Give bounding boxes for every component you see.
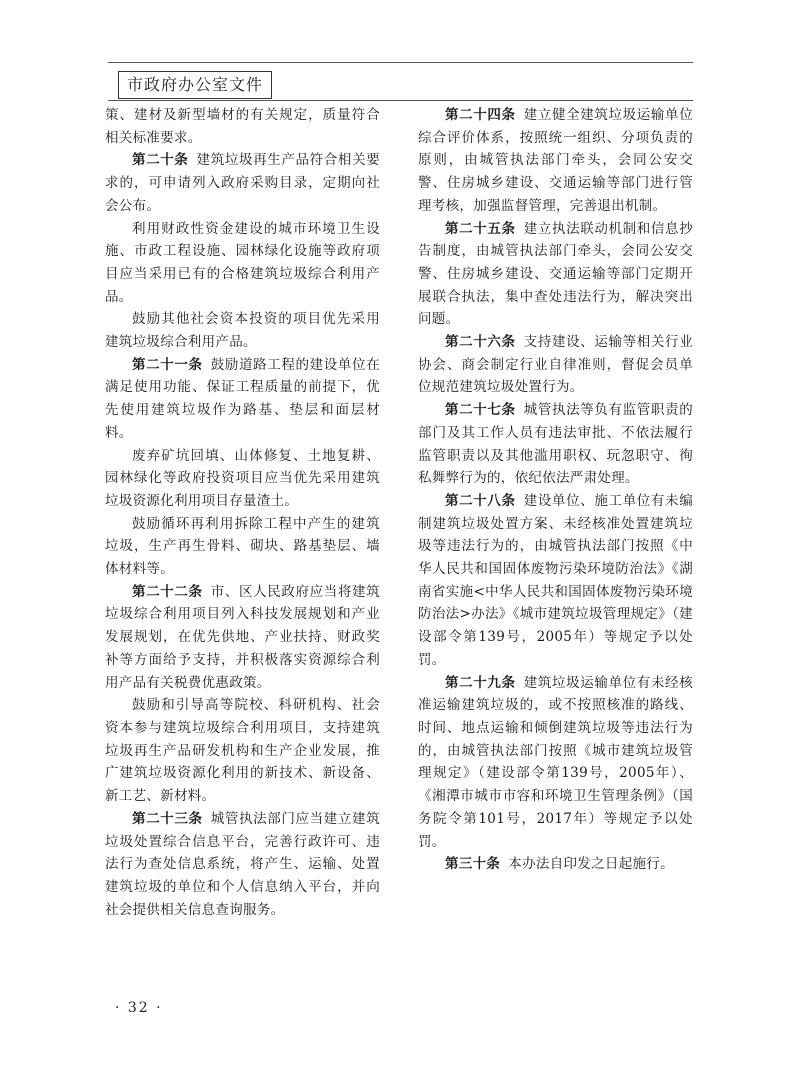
article-number: 第二十八条	[445, 492, 516, 509]
article-text: 建设单位、施工单位有未编制建筑垃圾处置方案、未经核准处置建筑垃圾等违法行为的，由城管执法部门按照《中华人民共和国固体废物污染环境防治法》《湖南省实施<中华人民共和国固体废物污染环境防治法>办法》《城市建筑垃圾管理规定》（建设部令第139号，2005年）等规定予以处罚。	[418, 492, 693, 668]
paragraph	[418, 672, 693, 854]
page-number: · 32 ·	[115, 1000, 163, 1016]
article-text: 建筑垃圾运输单位有未经核准运输建筑垃圾的，或不按照核准的路线、时间、地点运输和倾倒建筑垃圾等违法行为的，由城管执法部门按照《城市建筑垃圾管理规定》（建设部令第139号，2005年）、《湘潭市城市市容和环境卫生管理条例》（国务院令第101号，2017年）等规定予以处罚。	[418, 674, 693, 850]
paragraph	[418, 218, 693, 332]
article-number: 第二十二条	[132, 583, 203, 600]
paragraph	[418, 331, 693, 399]
article-text: 城管执法部门应当建立建筑垃圾处置综合信息平台，完善行政许可、违法行为查处信息系统，将产生、运输、处置建筑垃圾的单位和个人信息纳入平台，并向社会提供相关信息查询服务。	[105, 810, 380, 918]
article-text: 市、区人民政府应当将建筑垃圾综合利用项目列入科技发展规划和产业发展规划，在优先供地、产业扶持、财政奖补等方面给予支持，并积极落实资源综合利用产品有关税费优惠政策。	[105, 583, 380, 691]
article-text: 建筑垃圾再生产品符合相关要求的，可申请列入政府采购目录，定期向社会公布。	[105, 152, 380, 214]
article-number: 第二十九条	[445, 674, 516, 691]
header-top-rule	[108, 62, 693, 63]
article-text: 支持建设、运输等相关行业协会、商会制定行业自律准则，督促会员单位规范建筑垃圾处置行为。	[418, 334, 693, 396]
running-header	[108, 62, 693, 102]
article-text: 利用财政性资金建设的城市环境卫生设施、市政工程设施、园林绿化设施等政府项目应当采用已有的合格建筑垃圾综合利用产品。	[105, 220, 380, 305]
paragraph	[418, 853, 693, 876]
article-text: 废弃矿坑回填、山体修复、土地复耕、园林绿化等政府投资项目应当优先采用建筑垃圾资源化利用项目存量渣土。	[105, 447, 380, 509]
article-text: 城管执法等负有监管职责的部门及其工作人员有违法审批、不依法履行监管职责以及其他滥用职权、玩忽职守、徇私舞弊行为的，依纪依法严肃处理。	[418, 402, 693, 487]
article-text: 本办法自印发之日起施行。	[508, 856, 674, 873]
article-number: 第二十条	[132, 152, 189, 169]
article-number: 第二十五条	[445, 220, 516, 237]
article-number: 第二十四条	[445, 107, 516, 123]
paragraph	[418, 399, 693, 490]
paragraph	[105, 513, 380, 581]
article-text: 建立健全建筑垃圾运输单位综合评价体系，按照统一组织、分项负责的原则，由城管执法部门牵头，会同公安交警、住房城乡建设、交通运输等部门进行管理考核，加强监督管理，完善退出机制。	[418, 107, 693, 214]
article-text: 鼓励循环再利用拆除工程中产生的建筑垃圾，生产再生骨料、砌块、路基垫层、墙体材料等。	[105, 515, 380, 578]
paragraph	[105, 218, 380, 309]
header-bottom-rule	[108, 100, 693, 101]
paragraph	[105, 694, 380, 808]
article-text: 鼓励和引导高等院校、科研机构、社会资本参与建筑垃圾综合利用项目，支持建筑垃圾再生产品研发机构和生产企业发展，推广建筑垃圾资源化利用的新技术、新设备、新工艺、新材料。	[105, 697, 380, 805]
article-number: 第二十七条	[445, 402, 516, 419]
paragraph	[418, 104, 693, 218]
header-title: 市政府办公室文件	[118, 71, 272, 99]
article-text: 建立执法联动机制和信息抄告制度，由城管执法部门牵头，会同公安交警、住房城乡建设、交通运输等部门定期开展联合执法，集中查处违法行为，解决突出问题。	[418, 220, 693, 328]
paragraph	[105, 354, 380, 445]
paragraph	[105, 149, 380, 217]
right-column	[418, 104, 693, 876]
article-number: 第二十一条	[132, 356, 203, 373]
article-text: 策、建材及新型墙材的有关规定，质量符合相关标准要求。	[105, 107, 380, 146]
article-text: 鼓励其他社会资本投资的项目优先采用建筑垃圾综合利用产品。	[105, 311, 380, 351]
article-number: 第三十条	[445, 856, 501, 873]
paragraph	[105, 581, 380, 695]
article-number: 第二十三条	[132, 810, 203, 827]
left-column	[105, 104, 380, 921]
article-text: 鼓励道路工程的建设单位在满足使用功能、保证工程质量的前提下，优先使用建筑垃圾作为路基、垫层和面层材料。	[105, 356, 380, 441]
paragraph	[105, 808, 380, 922]
paragraph	[105, 308, 380, 353]
paragraph	[418, 490, 693, 672]
paragraph	[105, 445, 380, 513]
article-number: 第二十六条	[445, 334, 516, 351]
paragraph	[105, 104, 380, 149]
